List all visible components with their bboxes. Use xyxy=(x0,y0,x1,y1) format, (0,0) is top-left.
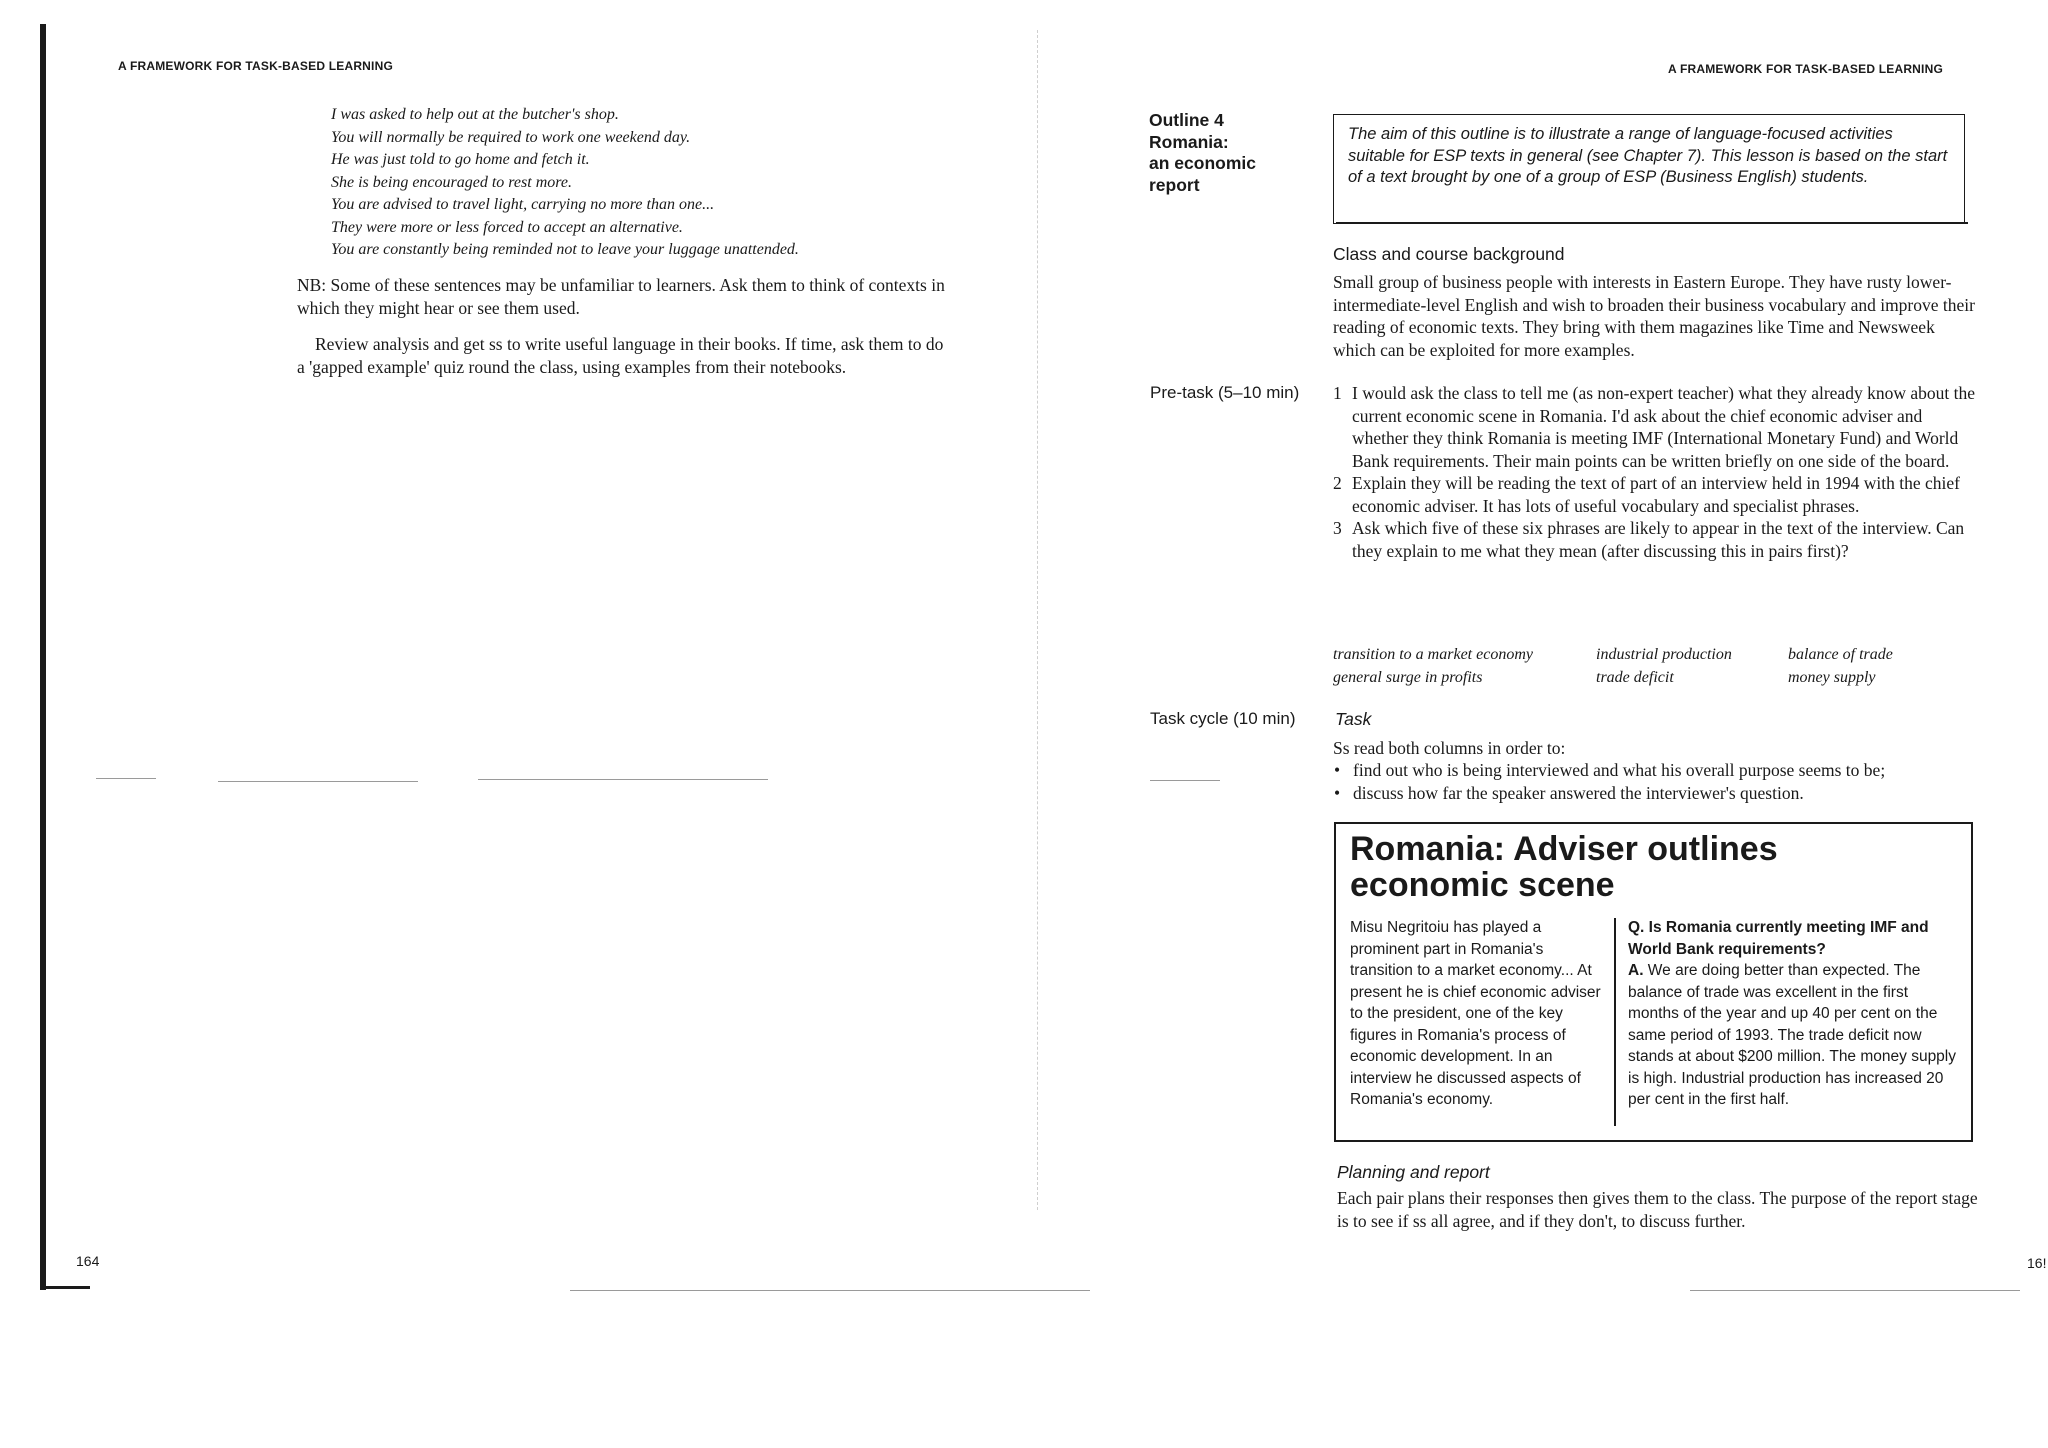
example-sentence: She is being encouraged to rest more. xyxy=(331,173,572,191)
example-sentence: You are constantly being reminded not to leave your luggage unattended. xyxy=(331,241,799,258)
article-box xyxy=(1334,822,1973,1142)
scan-mark xyxy=(570,1290,1090,1291)
article-title-line: Romania: Adviser outlines xyxy=(1350,830,1778,868)
pretask-step xyxy=(1333,382,1978,472)
example-sentence: I was asked to help out at the butcher's shop. xyxy=(331,106,619,123)
aim-box: The aim of this outline is to illustrate a range of language-focused activities suitable for ESP texts in general (see Chapter 7). This lesson is based on the start of a text brought by one of a group of ESP (Business English) students. xyxy=(1333,114,1965,224)
outline-heading-line: Romania: xyxy=(1149,131,1229,152)
phrase: balance of trade xyxy=(1788,646,1893,663)
step-text: I would ask the class to tell me (as non-expert teacher) what they already know about the current economic scene in Romania. I'd ask about the chief economic adviser and whether they think Romania is meeting IMF (International Monetary Fund) and World Bank requirements. Their main points can be written briefly on one side of the board. xyxy=(1352,383,1975,471)
task-bullet: • discuss how far the speaker answered the interviewer's question. xyxy=(1333,782,1993,805)
step-number: 2 xyxy=(1333,473,1342,493)
planning-paragraph: Each pair plans their responses then gives them to the class. The purpose of the report stage is to see if ss all agree, and if they don't, to discuss further. xyxy=(1337,1188,1978,1231)
scan-mark xyxy=(1150,780,1220,781)
example-sentence: You will normally be required to work one weekend day. xyxy=(331,128,691,146)
outline-heading-line: an economic xyxy=(1149,153,1256,173)
right-page-number: 16! xyxy=(2027,1255,2047,1271)
gutter-line xyxy=(1037,30,1039,1210)
phrase: transition to a market economy xyxy=(1333,646,1533,663)
answer-label: A. xyxy=(1628,962,1644,979)
article-title-line: economic scene xyxy=(1350,866,1615,904)
example-sentence: You are advised to travel light, carrying no more than one... xyxy=(331,196,715,213)
outline-heading-line: Outline 4 xyxy=(1149,110,1224,130)
task-intro: Ss read both columns in order to: xyxy=(1333,738,1566,758)
step-number: 1 xyxy=(1333,383,1342,403)
scan-mark xyxy=(1690,1290,2020,1291)
background-paragraph: Small group of business people with interests in Eastern Europe. They have rusty lower-intermediate-level English and wish to broaden their business vocabulary and improve their reading of economic texts. They bring with them magazines like Time and Newsweek which can be exploited for more examples. xyxy=(1333,272,1975,360)
scan-mark xyxy=(218,781,418,782)
planning-heading: Planning and report xyxy=(1337,1162,1490,1182)
pretask-step xyxy=(1333,472,1978,517)
article-column-interview xyxy=(1628,917,1963,1111)
pretask-steps xyxy=(1333,382,1978,562)
example-sentence: He was just told to go home and fetch it. xyxy=(331,151,590,168)
step-text: Explain they will be reading the text of part of an interview held in 1994 with the chief economic adviser. It has lots of useful vocabulary and specialist phrases. xyxy=(1352,473,1960,516)
example-sentence-list xyxy=(331,104,971,262)
task-bullet: • find out who is being interviewed and what his overall purpose seems to be; xyxy=(1333,759,1993,782)
phrase: industrial production xyxy=(1596,646,1732,663)
phrase: general surge in profits xyxy=(1333,669,1483,686)
left-running-head: A FRAMEWORK FOR TASK-BASED LEARNING xyxy=(118,59,393,73)
interview-question: Q. Is Romania currently meeting IMF and World Bank requirements? xyxy=(1628,919,1929,958)
left-page-number: 164 xyxy=(76,1253,100,1269)
review-paragraph: Review analysis and get ss to write useful language in their books. If time, ask them to do a 'gapped example' quiz round the class, using examples from their notebooks. xyxy=(297,334,944,377)
page-binding-foot xyxy=(40,1286,90,1289)
outline-heading-line: report xyxy=(1149,174,1200,195)
task-heading: Task xyxy=(1335,709,1372,729)
scan-mark xyxy=(96,778,156,779)
answer-text: We are doing better than expected. The balance of trade was excellent in the first months of the year and up 40 per cent on the same period of 1993. The trade deficit now stands at about $200 million. The money supply is high. Industrial production has increased 20 per cent in the first half. xyxy=(1628,962,1956,1108)
pretask-label: Pre-task (5–10 min) xyxy=(1150,383,1300,402)
step-number: 3 xyxy=(1333,518,1342,538)
phrase: money supply xyxy=(1788,669,1876,686)
task-bullet-list xyxy=(1333,759,1993,804)
interview-answer xyxy=(1628,960,1963,1111)
example-sentence: They were more or less forced to accept an alternative. xyxy=(331,218,683,236)
article-column-divider xyxy=(1614,918,1616,1126)
nb-paragraph: NB: Some of these sentences may be unfamiliar to learners. Ask them to think of contexts in which they might hear or see them used. xyxy=(297,275,945,318)
article-column-intro: Misu Negritoiu has played a prominent part in Romania's transition to a market economy... At present he is chief economic adviser to the president, one of the key figures in Romania's process of economic development. In an interview he discussed aspects of Romania's economy. xyxy=(1350,919,1601,1108)
outline-heading xyxy=(1149,110,1319,196)
aim-box-shadow-rule xyxy=(1336,222,1968,224)
pretask-step xyxy=(1333,517,1978,562)
right-running-head: A FRAMEWORK FOR TASK-BASED LEARNING xyxy=(1668,62,1943,76)
article-title xyxy=(1350,831,1950,903)
scan-mark xyxy=(478,779,768,780)
taskcycle-label: Task cycle (10 min) xyxy=(1150,709,1296,728)
page-binding-edge xyxy=(40,24,46,1290)
step-text: Ask which five of these six phrases are likely to appear in the text of the interview. Can they explain to me what they mean (after discussing this in pairs first)? xyxy=(1352,518,1965,561)
phrase: trade deficit xyxy=(1596,669,1674,686)
background-heading: Class and course background xyxy=(1333,244,1565,264)
